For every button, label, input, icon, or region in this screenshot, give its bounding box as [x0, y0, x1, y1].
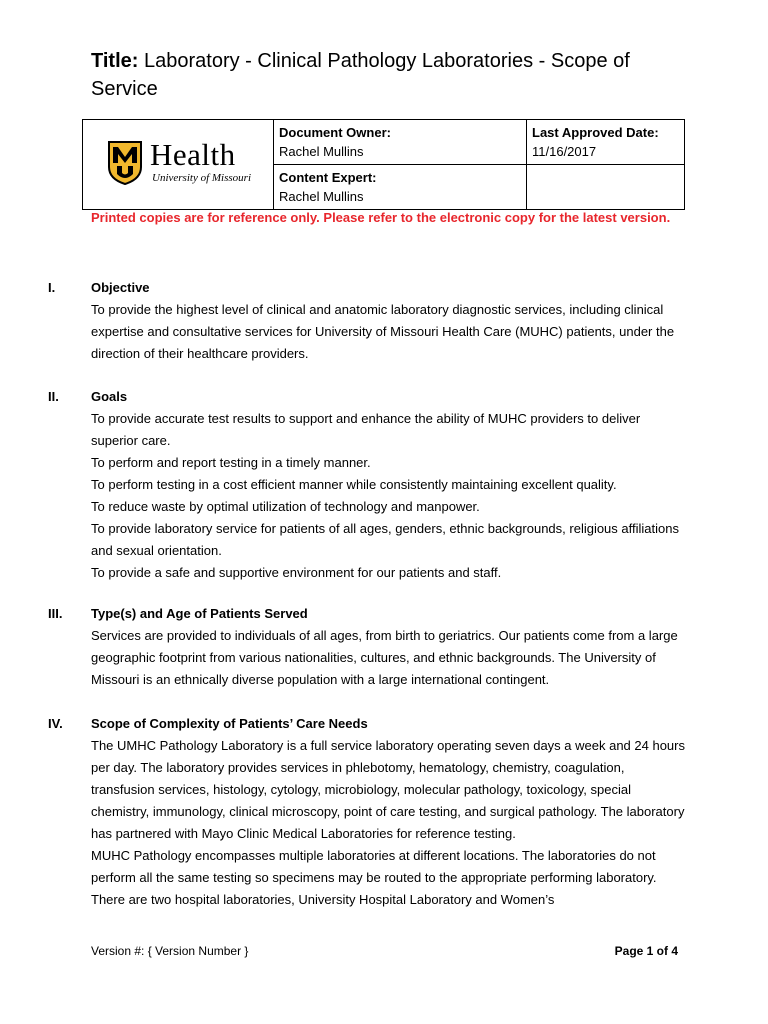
- section-heading: Objective: [91, 280, 150, 295]
- document-owner-value: Rachel Mullins: [279, 144, 364, 159]
- goal-item: To provide laboratory service for patients of all ages, genders, ethnic backgrounds, religious affiliations and sexual orientation.: [91, 521, 679, 558]
- goal-item: To perform testing in a cost efficient manner while consistently maintaining excellent quality.: [91, 477, 617, 492]
- section-goals: [48, 386, 688, 584]
- last-approved-label: Last Approved Date:: [532, 125, 659, 140]
- document-owner-cell: [274, 120, 527, 165]
- section-patients: [48, 603, 688, 691]
- goal-item: To provide a safe and supportive environment for our patients and staff.: [91, 565, 502, 580]
- goal-item: To reduce waste by optimal utilization of technology and manpower.: [91, 499, 480, 514]
- section-heading: Type(s) and Age of Patients Served: [91, 606, 308, 621]
- section-objective: [48, 277, 688, 365]
- section-text: MUHC Pathology encompasses multiple laboratories at different locations. The laboratories do not perform all the same testing so specimens may be routed to the appropriate performing laboratory. There are two hospital laboratories, University Hospital Laboratory and Women’s: [91, 848, 657, 907]
- footer-page-number: Page 1 of 4: [614, 944, 678, 958]
- last-approved-cell: [527, 120, 685, 165]
- document-header-table: [82, 119, 685, 210]
- mu-health-logo: [88, 123, 268, 203]
- mu-shield-icon: [108, 141, 142, 185]
- section-scope: [48, 713, 688, 911]
- content-expert-cell: [274, 165, 527, 210]
- section-number: I.: [48, 280, 56, 295]
- footer-version: Version #: { Version Number }: [91, 944, 249, 958]
- logo-cell: [83, 120, 274, 210]
- section-heading: Goals: [91, 389, 128, 404]
- content-expert-value: Rachel Mullins: [279, 189, 364, 204]
- section-text: Services are provided to individuals of all ages, from birth to geriatrics. Our patients come from a large geographic footprint from various nationalities, cultures, and ethnic backgrounds. The University of Missouri is an ethnically diverse population with a large international contingent.: [91, 628, 678, 687]
- section-number: III.: [48, 606, 63, 621]
- title-text: Laboratory - Clinical Pathology Laboratories - Scope of Service: [91, 50, 630, 100]
- content-expert-label: Content Expert:: [279, 170, 377, 185]
- print-notice: Printed copies are for reference only. Please refer to the electronic copy for the latest version.: [91, 210, 671, 225]
- goal-item: To perform and report testing in a timely manner.: [91, 455, 371, 470]
- empty-cell: [527, 165, 685, 210]
- section-heading: Scope of Complexity of Patients’ Care Needs: [91, 716, 368, 731]
- title-label: Title:: [91, 50, 139, 72]
- section-number: IV.: [48, 716, 63, 731]
- logo-subtext: University of Missouri: [152, 172, 251, 184]
- last-approved-value: 11/16/2017: [532, 144, 597, 159]
- section-text: The UMHC Pathology Laboratory is a full service laboratory operating seven days a week and 24 hours per day. The laboratory provides services in phlebotomy, hematology, chemistry, coagulation, transfusion services, histology, cytology, microbiology, molecular pathology, toxicology, special chemistry, immunology, clinical microscopy, point of care testing, and surgical pathology. The laboratory has partnered with Mayo Clinic Medical Laboratories for reference testing.: [91, 738, 685, 841]
- section-number: II.: [48, 389, 59, 404]
- page-title: [91, 47, 691, 103]
- logo-text: Health: [150, 137, 236, 172]
- goal-item: To provide accurate test results to support and enhance the ability of MUHC providers to deliver superior care.: [91, 411, 641, 448]
- section-text: To provide the highest level of clinical and anatomic laboratory diagnostic services, including clinical expertise and consultative services for University of Missouri Health Care (MUHC) patients, under the direction of their healthcare providers.: [91, 302, 675, 361]
- document-owner-label: Document Owner:: [279, 125, 391, 140]
